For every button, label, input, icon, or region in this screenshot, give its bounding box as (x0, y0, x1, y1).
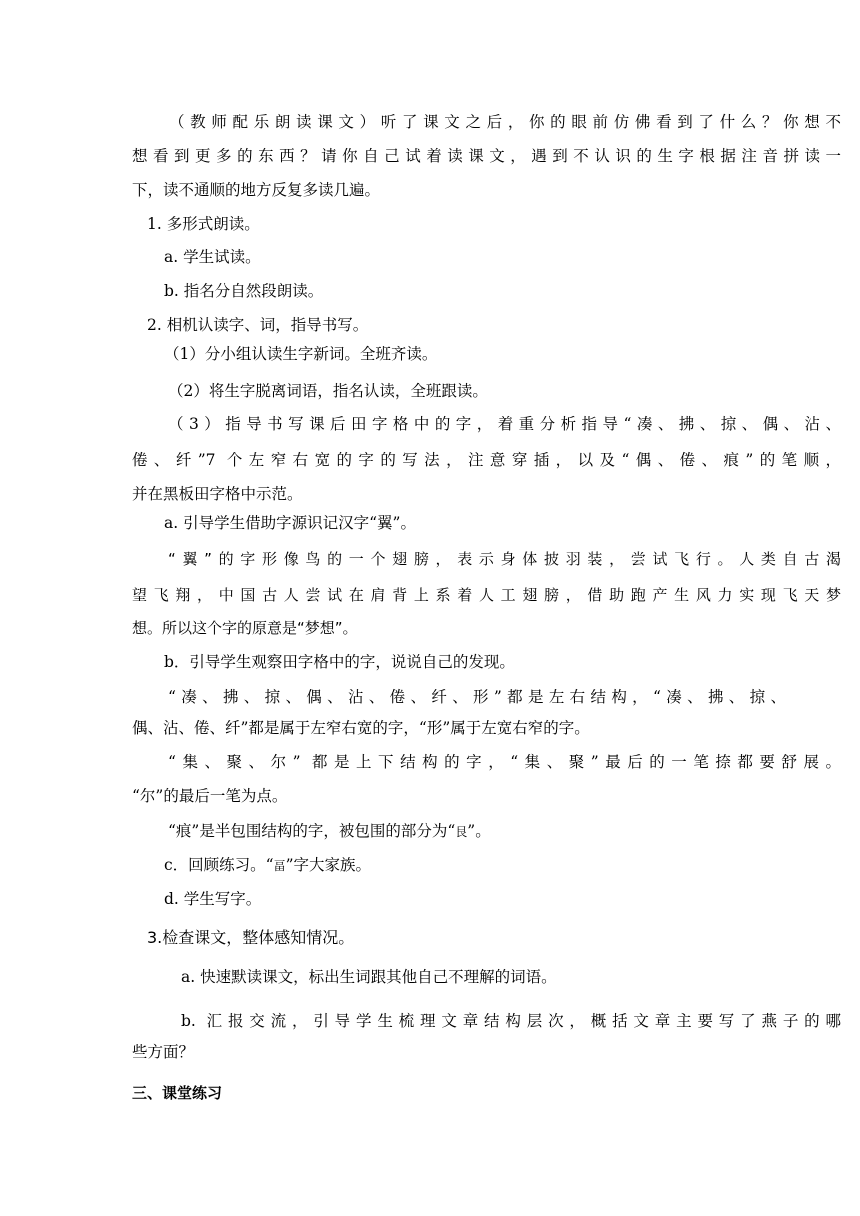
step2-item-c-post: ”字大家族。 (285, 856, 372, 874)
structure-note-2-line-1: “集、聚、尔” 都是上下结构的字，“集、聚”最后的一笔捺都要舒展。 (168, 753, 841, 771)
yi-explanation-line-1: “翼”的字形像鸟的一个翅膀，表示身体披羽装，尝试飞行。人类自古渴 (168, 550, 841, 568)
structure-note-3-char: 艮 (455, 825, 468, 839)
step2-title: 2. 相机认读字、词，指导书写。 (147, 316, 369, 334)
yi-explanation-line-2: 望飞翔，中国古人尝试在肩背上系着人工翅膀，借助跑产生风力实现飞天梦 (132, 586, 841, 604)
step1-item-a: a. 学生试读。 (164, 248, 261, 266)
step1-title: 1. 多形式朗读。 (147, 215, 260, 233)
step2-item-a: a. 引导学生借助字源识记汉字“翼”。 (164, 514, 416, 532)
intro-line-3: 下，读不通顺的地方反复多读几遍。 (132, 181, 381, 199)
step2-sub-3-line-2: 倦、纤”7 个左窄右宽的字的写法，注意穿插，以及“偶、倦、痕”的笔顺， (132, 451, 841, 469)
step3-item-a: a. 快速默读课文，标出生词跟其他自己不理解的词语。 (181, 968, 557, 986)
structure-note-3-post: ”。 (467, 822, 491, 840)
step3-title: 3.检查课文，整体感知情况。 (147, 928, 355, 947)
intro-line-2: 想看到更多的东西？请你自己试着读课文，遇到不认识的生字根据注音拼读一 (132, 147, 841, 165)
step2-item-b: b．引导学生观察田字格中的字，说说自己的发现。 (164, 653, 515, 671)
step2-sub-3-line-1: （3）指导书写课后田字格中的字，着重分析指导“凑、拂、掠、偶、沾、 (168, 415, 841, 433)
step2-sub-3-line-3: 并在黑板田字格中示范。 (132, 485, 303, 503)
step3-item-b-line-2: 些方面？ (132, 1043, 195, 1061)
structure-note-3-pre: “痕”是半包围结构的字，被包围的部分为“ (168, 822, 456, 840)
step2-item-c (164, 855, 371, 876)
step3-item-b-line-1: b. 汇报交流，引导学生梳理文章结构层次，概括文章主要写了燕子的哪 (181, 1012, 841, 1030)
structure-note-1-line-1: “凑、拂、掠、偶、沾、倦、纤、形”都是左右结构，“凑、拂、掠、 (168, 688, 786, 706)
step1-item-b: b. 指名分自然段朗读。 (164, 282, 324, 300)
section-3-heading: 三、课堂练习 (132, 1084, 223, 1102)
yi-explanation-line-3: 想。所以这个字的原意是“梦想”。 (132, 619, 358, 637)
structure-note-3 (168, 821, 491, 842)
structure-note-1-line-2: 偶、沾、倦、纤”都是属于左窄右宽的字，“形”属于左宽右窄的字。 (132, 719, 590, 737)
step2-sub-2: （2）将生字脱离词语，指名认读，全班跟读。 (168, 382, 488, 400)
step2-item-c-pre: c．回顾练习。“ (164, 856, 274, 874)
step2-item-d: d. 学生写字。 (164, 890, 262, 908)
intro-line-1: （教师配乐朗读课文）听了课文之后，你的眼前仿佛看到了什么？你想不 (169, 113, 841, 131)
step2-item-c-char: 畐 (273, 859, 286, 873)
step2-sub-1: （1）分小组认读生字新词。全班齐读。 (164, 345, 438, 363)
structure-note-2-line-2: “尔”的最后一笔为点。 (132, 787, 288, 805)
